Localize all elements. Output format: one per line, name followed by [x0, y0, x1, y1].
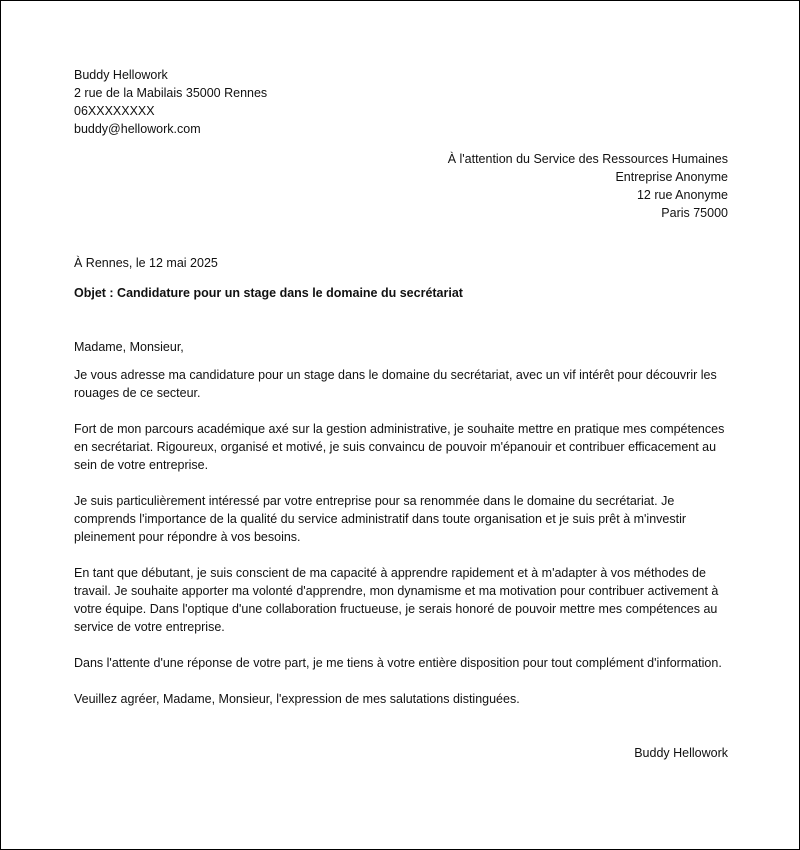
body-paragraph-5: Dans l'attente d'une réponse de votre part, je me tiens à votre entière disposition pour tout complément d'information. [74, 656, 722, 670]
body-paragraph-2: Fort de mon parcours académique axé sur la gestion administrative, je souhaite mettre en pratique mes compétences en secrétariat. Rigoureux, organisé et motivé, je suis convaincu de pouvoir m'épanouir et contribuer efficacement au sein de votre entreprise. [74, 422, 725, 472]
body-paragraph-3: Je suis particulièrement intéressé par votre entreprise pour sa renommée dans le domaine du secrétariat. Je comprends l'importance de la qualité du service administratif dans toute organisation et je suis prêt à m'investir pleinement pour répondre à vos besoins. [74, 494, 687, 544]
sender-phone: 06XXXXXXXX [74, 104, 155, 118]
salutation: Madame, Monsieur, [74, 340, 184, 354]
recipient-attention: À l'attention du Service des Ressources Humaines [447, 152, 728, 166]
recipient-street: 12 rue Anonyme [636, 188, 728, 202]
sender-block [74, 66, 728, 138]
body-paragraph-4: En tant que débutant, je suis conscient de ma capacité à apprendre rapidement et à m'adapter à vos méthodes de travail. Je souhaite apporter ma volonté d'apprendre, mon dynamisme et ma motivation pour contribuer activement à votre équipe. Dans l'optique d'une collaboration fructueuse, je serais honoré de pouvoir mettre mes compétences au service de votre entreprise. [74, 566, 719, 634]
signature: Buddy Hellowork [634, 746, 728, 760]
recipient-city: Paris 75000 [661, 206, 728, 220]
subject-line: Objet : Candidature pour un stage dans le domaine du secrétariat [74, 286, 463, 300]
date-line: À Rennes, le 12 mai 2025 [74, 256, 218, 270]
letter-content [74, 66, 728, 762]
body-paragraph-1: Je vous adresse ma candidature pour un stage dans le domaine du secrétariat, avec un vif intérêt pour découvrir les rouages de ce secteur. [74, 368, 717, 400]
sender-address: 2 rue de la Mabilais 35000 Rennes [74, 86, 268, 100]
sender-name: Buddy Hellowork [74, 68, 168, 82]
recipient-company: Entreprise Anonyme [615, 170, 728, 184]
sender-email: buddy@hellowork.com [74, 122, 201, 136]
recipient-block [74, 150, 728, 222]
closing-paragraph: Veuillez agréer, Madame, Monsieur, l'expression de mes salutations distinguées. [74, 692, 520, 706]
